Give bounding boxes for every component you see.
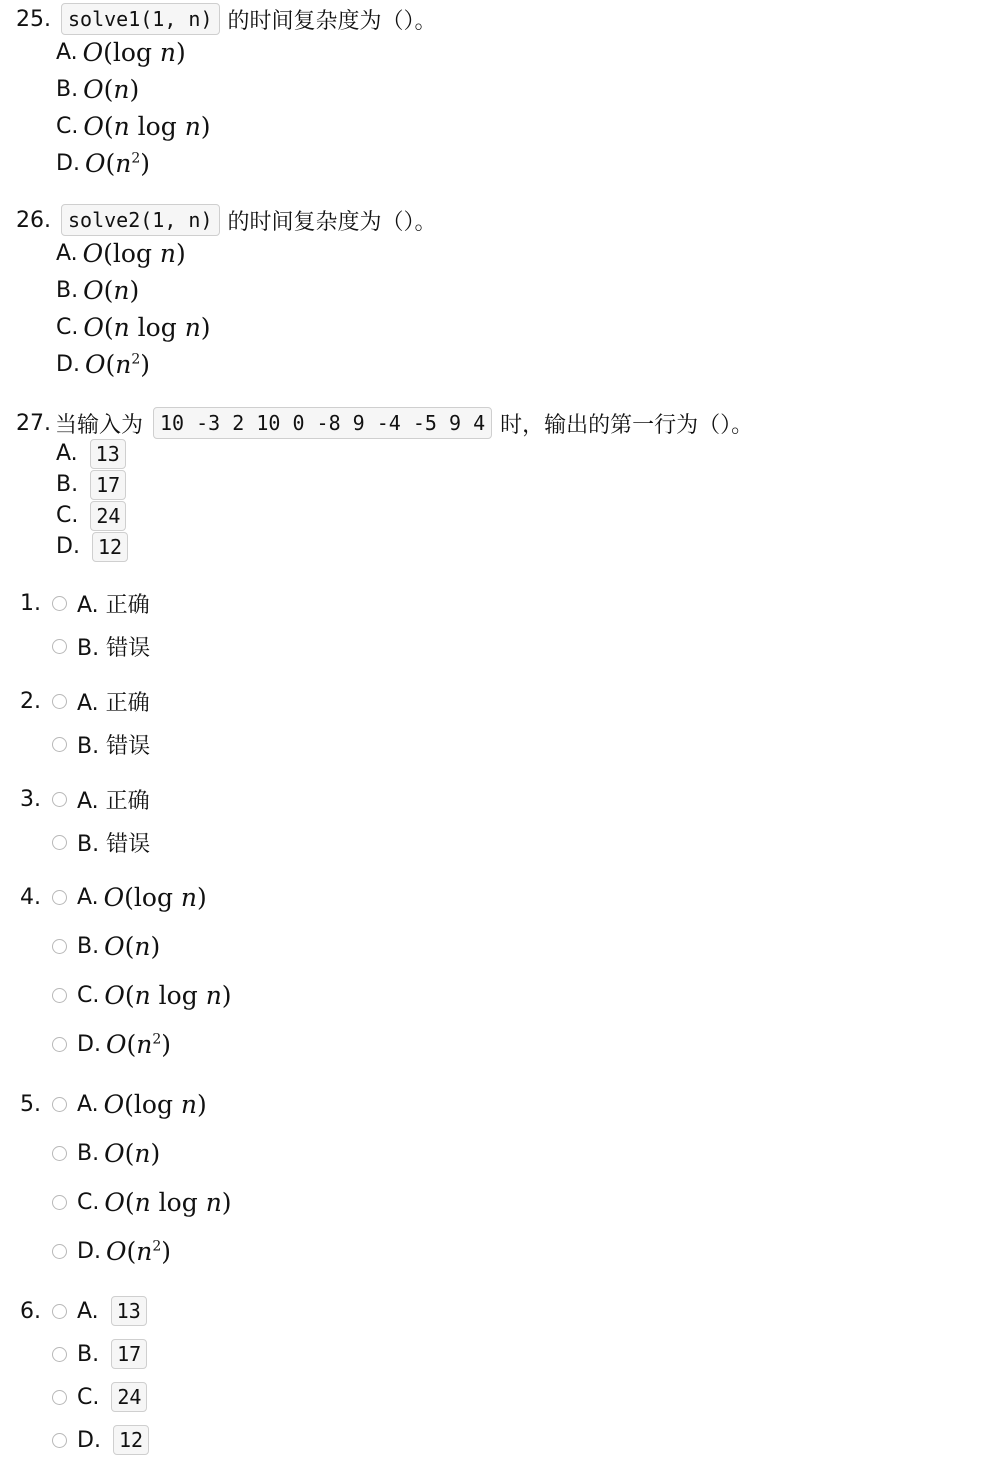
answer-group-6: 6. A. 13 B. 17 C. 24 D. 12 [20, 1294, 149, 1457]
option-b: B. O(n) [56, 276, 140, 305]
answer-number: 6. [20, 1298, 41, 1324]
question-text: 的时间复杂度为（）。 [227, 8, 437, 34]
math-expr: O(n log n) [104, 980, 232, 1010]
answer-number: 5. [20, 1091, 41, 1117]
question-27 [16, 408, 753, 562]
math-expr: O(n log n) [104, 1187, 232, 1217]
radio-option-b[interactable] [52, 737, 67, 752]
math-expr: O(n log n) [83, 313, 211, 342]
option-label: B. 错误 [77, 733, 151, 759]
option-d: D. 12 [56, 531, 753, 562]
radio-option-a[interactable] [52, 792, 67, 807]
math-expr: O(n) [104, 1138, 161, 1168]
radio-option-d[interactable] [52, 1244, 67, 1259]
radio-option-a[interactable] [52, 596, 67, 611]
question-number: 26. [16, 207, 51, 233]
radio-option-b[interactable] [52, 1347, 67, 1362]
math-expr: O(n) [104, 931, 161, 961]
radio-option-d[interactable] [52, 1037, 67, 1052]
answer-number: 4. [20, 884, 41, 910]
question-25 [16, 4, 437, 182]
radio-option-a[interactable] [52, 1097, 67, 1112]
radio-option-c[interactable] [52, 1390, 67, 1405]
math-expr: O(log n) [103, 882, 207, 912]
radio-option-c[interactable] [52, 1195, 67, 1210]
radio-option-a[interactable] [52, 1304, 67, 1319]
option-a: A. 13 [56, 438, 753, 469]
option-d: D. $O(n^2)$ [56, 149, 150, 178]
option-a: A. O(log n) [56, 38, 186, 67]
math-expr: $O(n^2)$ [84, 350, 150, 379]
option-c: C. O(n log n) [56, 313, 211, 342]
code-snippet: solve1(1, n) [61, 3, 220, 35]
question-text: 时，输出的第一行为（）。 [500, 412, 754, 438]
math-expr: O(n log n) [83, 112, 211, 141]
value-chip: 13 [90, 439, 126, 469]
radio-option-d[interactable] [52, 1433, 67, 1448]
option-d: D. $O(n^2)$ [56, 350, 150, 379]
value-chip: 13 [111, 1296, 147, 1326]
question-prefix: 当输入为 [55, 412, 144, 438]
math-expr: $O(n^2)$ [105, 1029, 171, 1059]
option-b: B. O(n) [56, 75, 140, 104]
option-label: B. 错误 [77, 831, 151, 857]
radio-option-b[interactable] [52, 639, 67, 654]
math-expr: O(log n) [82, 239, 186, 268]
question-number: 25. [16, 6, 51, 32]
option-label: A. 正确 [77, 788, 150, 814]
option-a: A. O(log n) [56, 239, 186, 268]
answer-group-3 [20, 782, 150, 859]
answer-group-5: 5. A. O(log n) B. O(n) C. O(n log n) D. $O(n^2)$ [20, 1089, 232, 1266]
code-snippet: 10 -3 2 10 0 -8 9 -4 -5 9 4 [153, 407, 492, 439]
answer-number: 1. [20, 590, 41, 616]
radio-option-b[interactable] [52, 939, 67, 954]
value-chip: 17 [111, 1339, 147, 1369]
math-expr: O(n) [83, 75, 140, 104]
math-expr: O(n) [83, 276, 140, 305]
math-expr: O(log n) [103, 1089, 207, 1119]
value-chip: 24 [90, 501, 126, 531]
answer-number: 3. [20, 786, 41, 812]
option-label: B. 错误 [77, 635, 151, 661]
option-label: A. 正确 [77, 592, 150, 618]
value-chip: 12 [113, 1425, 149, 1455]
math-expr: O(log n) [82, 38, 186, 67]
answer-group-2 [20, 684, 150, 761]
code-snippet: solve2(1, n) [61, 204, 220, 236]
radio-option-c[interactable] [52, 988, 67, 1003]
math-expr: $O(n^2)$ [105, 1236, 171, 1266]
answer-number: 2. [20, 688, 41, 714]
answer-group-1 [20, 586, 150, 663]
radio-option-a[interactable] [52, 694, 67, 709]
radio-option-a[interactable] [52, 890, 67, 905]
question-text: 的时间复杂度为（）。 [227, 209, 437, 235]
radio-option-b[interactable] [52, 1146, 67, 1161]
question-number: 27. [16, 410, 51, 436]
option-b: B. 17 [56, 469, 753, 500]
question-26 [16, 205, 437, 383]
value-chip: 24 [111, 1382, 147, 1412]
math-expr: $O(n^2)$ [84, 149, 150, 178]
option-c: C. O(n log n) [56, 112, 211, 141]
value-chip: 17 [90, 470, 126, 500]
option-label: A. 正确 [77, 690, 150, 716]
option-c: C. 24 [56, 500, 753, 531]
value-chip: 12 [92, 532, 128, 562]
radio-option-b[interactable] [52, 835, 67, 850]
answer-group-4: 4. A. O(log n) B. O(n) C. O(n log n) D. $O(n^2)$ [20, 882, 232, 1059]
